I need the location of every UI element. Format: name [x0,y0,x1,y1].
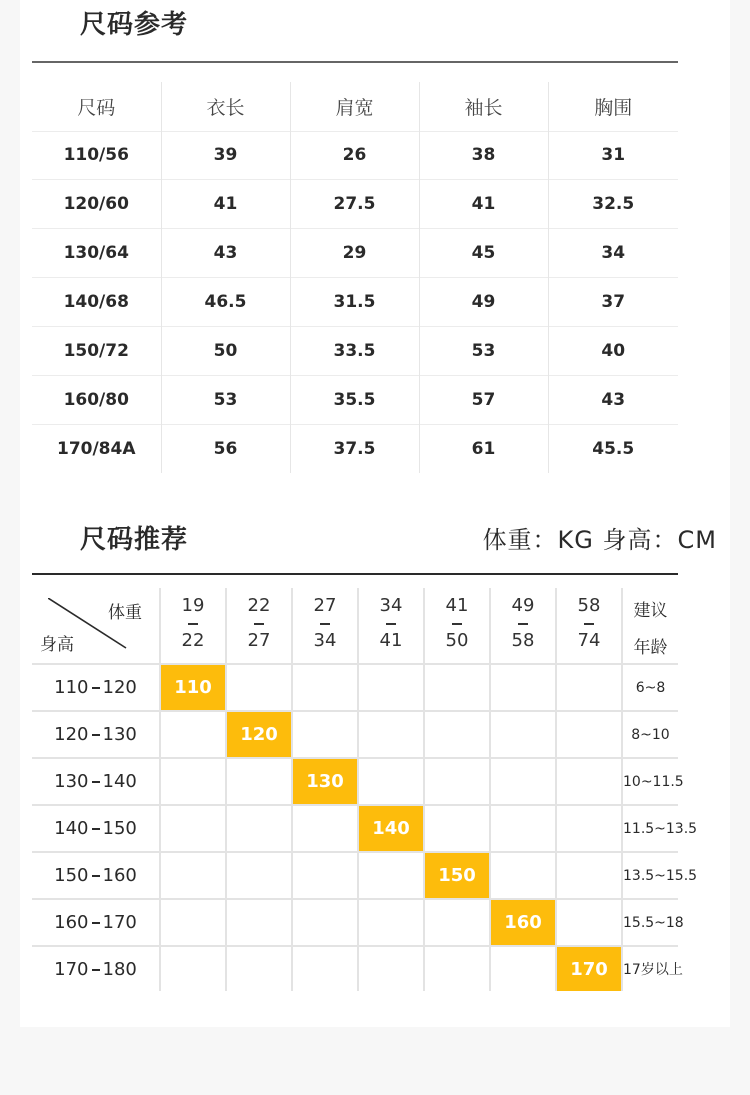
grid-cell [490,711,556,758]
weight-min: 22 [247,595,271,616]
suggested-age-cell: 15.5~18 [622,899,678,946]
cell-shoulder: 27.5 [290,180,419,229]
weight-range-header [358,588,424,664]
grid-cell [226,946,292,991]
cell-shoulder: 26 [290,131,419,180]
grid-cell [226,758,292,805]
cell-length: 41 [161,180,290,229]
table-row [32,758,678,805]
recommended-size-cell: 120 [226,711,292,758]
height-max: 160 [102,865,137,886]
grid-cell [292,664,358,711]
grid-cell [424,805,490,852]
weight-max: 27 [247,630,271,651]
cell-chest: 45.5 [548,424,678,473]
range-dash [584,623,594,625]
height-max: 140 [102,771,137,792]
grid-cell [490,852,556,899]
grid-cell [160,946,226,991]
height-min: 120 [54,724,89,745]
weight-min: 49 [511,595,535,616]
recommended-size-cell: 140 [358,805,424,852]
grid-cell [226,899,292,946]
range-dash [92,969,100,971]
weight-min: 19 [181,595,205,616]
grid-cell [556,805,622,852]
height-min: 130 [54,771,89,792]
table-row [32,180,678,229]
corner-height-label: 身高 [40,635,74,655]
grid-header-row [32,588,678,664]
range-dash [254,623,264,625]
suggested-age-cell: 11.5~13.5 [622,805,678,852]
height-min: 110 [54,677,89,698]
table-row [32,664,678,711]
cell-chest: 43 [548,375,678,424]
cell-shoulder: 33.5 [290,327,419,376]
weight-range-header [424,588,490,664]
cell-shoulder: 29 [290,229,419,278]
cell-sleeve: 38 [419,131,548,180]
cell-sleeve: 53 [419,327,548,376]
grid-cell [358,946,424,991]
height-min: 160 [54,912,89,933]
size-reference-title: 尺码参考 [80,10,189,40]
recommended-size-cell: 160 [490,899,556,946]
cell-size: 120/60 [32,180,161,229]
size-recommendation-title: 尺码推荐 [80,525,189,555]
units-label: 体重：KG 身高：CM [482,526,717,554]
size-recommendation-grid [32,588,698,991]
grid-cell [292,946,358,991]
height-max: 170 [102,912,137,933]
grid-cell [160,758,226,805]
weight-range-header [292,588,358,664]
weight-range-header [226,588,292,664]
weight-range-header [556,588,622,664]
recommended-size-cell: 170 [556,946,622,991]
cell-sleeve: 57 [419,375,548,424]
grid-cell [424,946,490,991]
suggested-age-cell: 17岁以上 [622,946,678,991]
height-min: 170 [54,958,89,980]
grid-cell [424,664,490,711]
recommended-size-cell: 150 [424,852,490,899]
cell-length: 53 [161,375,290,424]
grid-cell [226,852,292,899]
grid-cell [358,852,424,899]
grid-cell [556,758,622,805]
grid-cell [292,805,358,852]
table-row [32,131,678,180]
height-range-cell [32,664,160,711]
weight-range-header [490,588,556,664]
grid-cell [358,758,424,805]
range-dash [320,623,330,625]
range-dash [92,734,100,736]
age-header [622,588,678,664]
cell-sleeve: 49 [419,278,548,327]
header-chest: 胸围 [594,96,633,119]
height-max: 130 [102,724,137,745]
header-size: 尺码 [32,82,161,131]
corner-weight-label: 体重 [108,603,142,623]
cell-chest: 37 [548,278,678,327]
suggested-age-cell: 8~10 [622,711,678,758]
weight-range-header [160,588,226,664]
height-range-cell [32,805,160,852]
grid-cell [424,711,490,758]
suggested-age-cell: 13.5~15.5 [622,852,678,899]
cell-chest: 32.5 [548,180,678,229]
weight-max: 74 [577,630,601,651]
table-row [32,278,678,327]
grid-cell [556,899,622,946]
cell-chest: 31 [548,131,678,180]
grid-cell [490,664,556,711]
height-min: 140 [54,818,89,839]
grid-cell [226,805,292,852]
grid-cell [556,664,622,711]
grid-cell [160,805,226,852]
cell-size: 170/84A [32,424,161,473]
weight-min: 27 [313,595,337,616]
table-row [32,229,678,278]
table-row [32,852,678,899]
table-header-row [32,82,678,131]
weight-max: 34 [313,630,337,651]
cell-length: 46.5 [161,278,290,327]
grid-cell [160,711,226,758]
table-row [32,805,678,852]
grid-cell [292,852,358,899]
cell-size: 150/72 [32,327,161,376]
table-row [32,375,678,424]
cell-length: 50 [161,327,290,376]
age-header-label: 建议 [633,601,668,621]
cell-size: 130/64 [32,229,161,278]
weight-min: 34 [379,595,403,616]
header-sleeve: 袖长 [419,82,548,131]
grid-cell [292,711,358,758]
grid-cell [490,805,556,852]
grid-cell [160,899,226,946]
height-range-cell [32,758,160,805]
height-max: 120 [102,677,137,698]
grid-cell [556,711,622,758]
cell-length: 39 [161,131,290,180]
grid-cell [292,899,358,946]
grid-cell [490,946,556,991]
grid-cell [424,899,490,946]
grid-cell [490,758,556,805]
height-range-cell [32,852,160,899]
grid-cell [556,852,622,899]
cell-size: 110/56 [32,131,161,180]
height-range-cell [32,946,160,991]
cell-size: 160/80 [32,375,161,424]
cell-sleeve: 61 [419,424,548,473]
range-dash [92,875,100,877]
cell-shoulder: 37.5 [290,424,419,473]
range-dash [188,623,198,625]
suggested-age-cell: 6~8 [622,664,678,711]
size-reference-table [32,82,678,473]
table-row [32,711,678,758]
range-dash [452,623,462,625]
range-dash [92,781,100,783]
weight-max: 22 [181,630,205,651]
range-dash [92,922,100,924]
height-range-cell [32,711,160,758]
height-max: 180 [102,958,137,980]
table-row [32,899,678,946]
corner-header [32,588,160,664]
grid-cell [160,852,226,899]
grid-cell [358,664,424,711]
cell-chest: 40 [548,327,678,376]
header-shoulder: 肩宽 [290,82,419,131]
range-dash [518,623,528,625]
cell-sleeve: 41 [419,180,548,229]
cell-chest: 34 [548,229,678,278]
grid-cell [226,664,292,711]
height-range-cell [32,899,160,946]
grid-cell [424,758,490,805]
weight-min: 41 [445,595,469,616]
cell-length: 43 [161,229,290,278]
suggested-age-cell: 10~11.5 [622,758,678,805]
recommended-size-cell: 110 [160,664,226,711]
age-header-label: 年龄 [633,638,668,658]
cell-shoulder: 31.5 [290,278,419,327]
range-dash [386,623,396,625]
range-dash [92,828,100,830]
weight-max: 50 [445,630,469,651]
range-dash [92,687,100,689]
height-max: 150 [102,818,137,839]
grid-cell [358,899,424,946]
cell-size: 140/68 [32,278,161,327]
cell-shoulder: 35.5 [290,375,419,424]
table-row [32,327,678,376]
weight-min: 58 [577,595,601,616]
weight-max: 41 [379,630,403,651]
height-min: 150 [54,865,89,886]
section-divider [32,573,678,575]
table-row [32,946,678,991]
weight-max: 58 [511,630,535,651]
header-length: 衣长 [161,82,290,131]
grid-cell [358,711,424,758]
section-divider [32,61,678,63]
recommended-size-cell: 130 [292,758,358,805]
table-row [32,424,678,473]
cell-sleeve: 45 [419,229,548,278]
cell-length: 56 [161,424,290,473]
